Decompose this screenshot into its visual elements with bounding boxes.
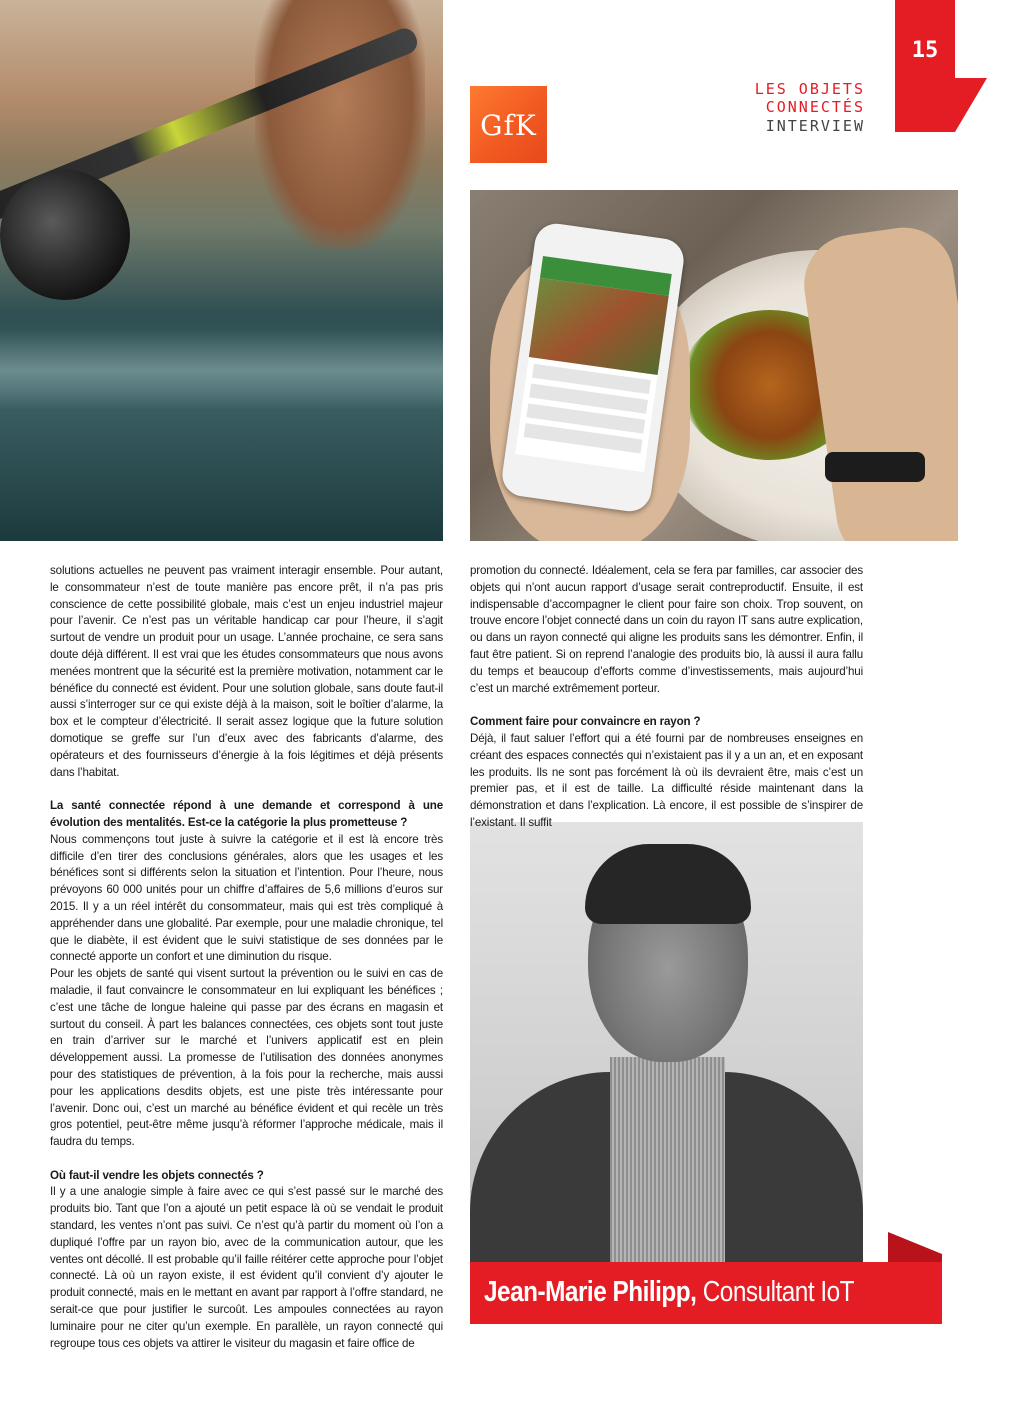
paragraph: solutions actuelles ne peuvent pas vraiment interagir ensemble. Pour autant, le consommateur n’est de toute manière pas encore prêt, il n’a pas pris conscience de cette possibilité globale, mais c’est un enjeu industriel majeur pour l’avenir. Ce n’est pas un véritable handicap car pour l’heure, il s’agit surtout de vendre un produit pour un usage. L’année prochaine, ce sera sans doute déjà différent. Il est vrai que les études consommateurs que nous avons menées montrent que la sécurité est la première motivation, notamment car le bénéfice du connecté est évident. Pour une solution globale, sans doute faut-il aussi s’interroger sur ce qui existe déjà à la maison, soit le boîtier d’alarme, la box et le compteur d’électricité. Il serait assez logique que la future solution domotique se greffe sur l’un d’eux avec des fabricants d’alarme, des opérateurs et des fournisseurs d’énergie à la fois légitimes et déjà présents dans l’habitat. (50, 564, 443, 779)
interview-question: Où faut-il vendre les objets connectés ? (50, 1168, 264, 1182)
section-label-line1: LES OBJETS (754, 80, 865, 98)
paragraph: Il y a une analogie simple à faire avec ce qui s’est passé sur le marché des produits bio. Tant que l’on a ajouté un petit espace là où se vendait le produit standard, les ventes n’ont pas suivi. Ce n’est qu’à partir du moment où l’on a dupliqué l’offre par un rayon bio, avec de la communication autour, que les ventes ont décollé. Il est probable qu’il faille réitérer cette approche pour l’objet connecté. Là où un rayon existe, il est évident qu’il convient d’y ajouter le produit connecté, mais en le mettant en avant par rapport à l’offre standard, ne serait-ce que pour justifier le surcoût. Les ampoules connectées au rayon luminaire pour ne citer qu’un exemple. En parallèle, un rayon connecté qui regroupe tous ces objets va attirer le visiteur du magasin et faire office de (50, 1185, 443, 1350)
paragraph: Pour les objets de santé qui visent surtout la prévention ou le suivi en cas de maladie, il faut convaincre le consommateur en lui expliquant les bénéfices ; c’est une tâche de longue haleine qui passe par des écrans en magasin et surtout du conseil. À part les balances connectées, ces objets sont tout juste en train d’arriver sur le marché et l’univers applicatif est en plein développement aussi. La promesse de l’utilisation des données anonymes pour des statistiques de prévention, à la fois pour la recherche, mais aussi pour les applications desdits objets, est une piste très intéressante pour l’avenir. Donc oui, c’est un marché au bénéfice évident et qui recèle un très gros potentiel, peut-être même jusqu’à réformer l’approche médicale, mais il faudra du temps. (50, 967, 443, 1149)
paragraph: Nous commençons tout juste à suivre la catégorie et il est là encore très difficile d’en tirer des conclusions générales, alors que les usages et les bénéfices sont si différents selon la situation et l’intention. Pour l’heure, nous prévoyons 60 000 unités pour un chiffre d’affaires de 5,6 millions d’euros sur 2015. Il y a un réel intérêt du consommateur, mais qui est très compliqué à appréhender dans une globalité. Par exemple, pour une maladie chronique, tel que le diabète, il est évident que le suivi statistique de ses données par le connecté apporte un confort et une diminution du risque. (50, 832, 443, 964)
article-column-left (50, 563, 443, 1352)
page-number: 15 (911, 38, 939, 63)
interview-question: La santé connectée répond à une demande et correspond à une évolution des mentalités. Est-ce la catégorie la plus prometteuse ? (50, 799, 443, 829)
interviewee-name: Jean-Marie Philipp, (484, 1276, 697, 1308)
paragraph: Déjà, il faut saluer l’effort qui a été fourni par de nombreuses enseignes en créant des espaces connectés qui n’existaient pas il y a un an, et en exposant les produits. Ils ne sont pas forcément là où ils devraient être, mais c’est un premier pas, et il est de taille. La difficulté réside maintenant dans la démonstration et dans l’explication. Là encore, il est possible de s’inspirer de l’existant. Il suffit (470, 731, 863, 829)
photo-smartphone-food-app (470, 190, 958, 541)
gfk-logo: GfK (470, 86, 547, 163)
interviewee-role: Consultant IoT (696, 1276, 855, 1308)
portrait-photo-jean-marie-philipp (470, 822, 863, 1280)
portrait-caption (484, 1274, 854, 1310)
paragraph: promotion du connecté. Idéalement, cela se fera par familles, car associer des objets qui n’ont aucun rapport d’usage serait contreproductif. Ensuite, il est indispensable d’accompagner le client pour faire son choix. Trop souvent, on trouve encore l’objet connecté dans un coin du rayon IT sans autre explication, ou dans un rayon connecté qui aligne les produits sans les démontrer. Enfin, il faut être patient. Si on reprend l’analogie des produits bio, là aussi il aura fallu du temps et beaucoup d’efforts comme d’investissements, mais aujourd’hui c’est un marché extrêmement porteur. (470, 564, 863, 695)
hero-photo-underwater-camera (0, 0, 443, 541)
section-label-line3: INTERVIEW (765, 117, 865, 135)
article-column-right (470, 563, 863, 832)
section-label-line2: CONNECTÉS (765, 98, 865, 116)
interview-question: Comment faire pour convaincre en rayon ? (470, 715, 701, 729)
page-tab-flag-shape (895, 78, 987, 132)
page-number-tab (895, 0, 955, 78)
